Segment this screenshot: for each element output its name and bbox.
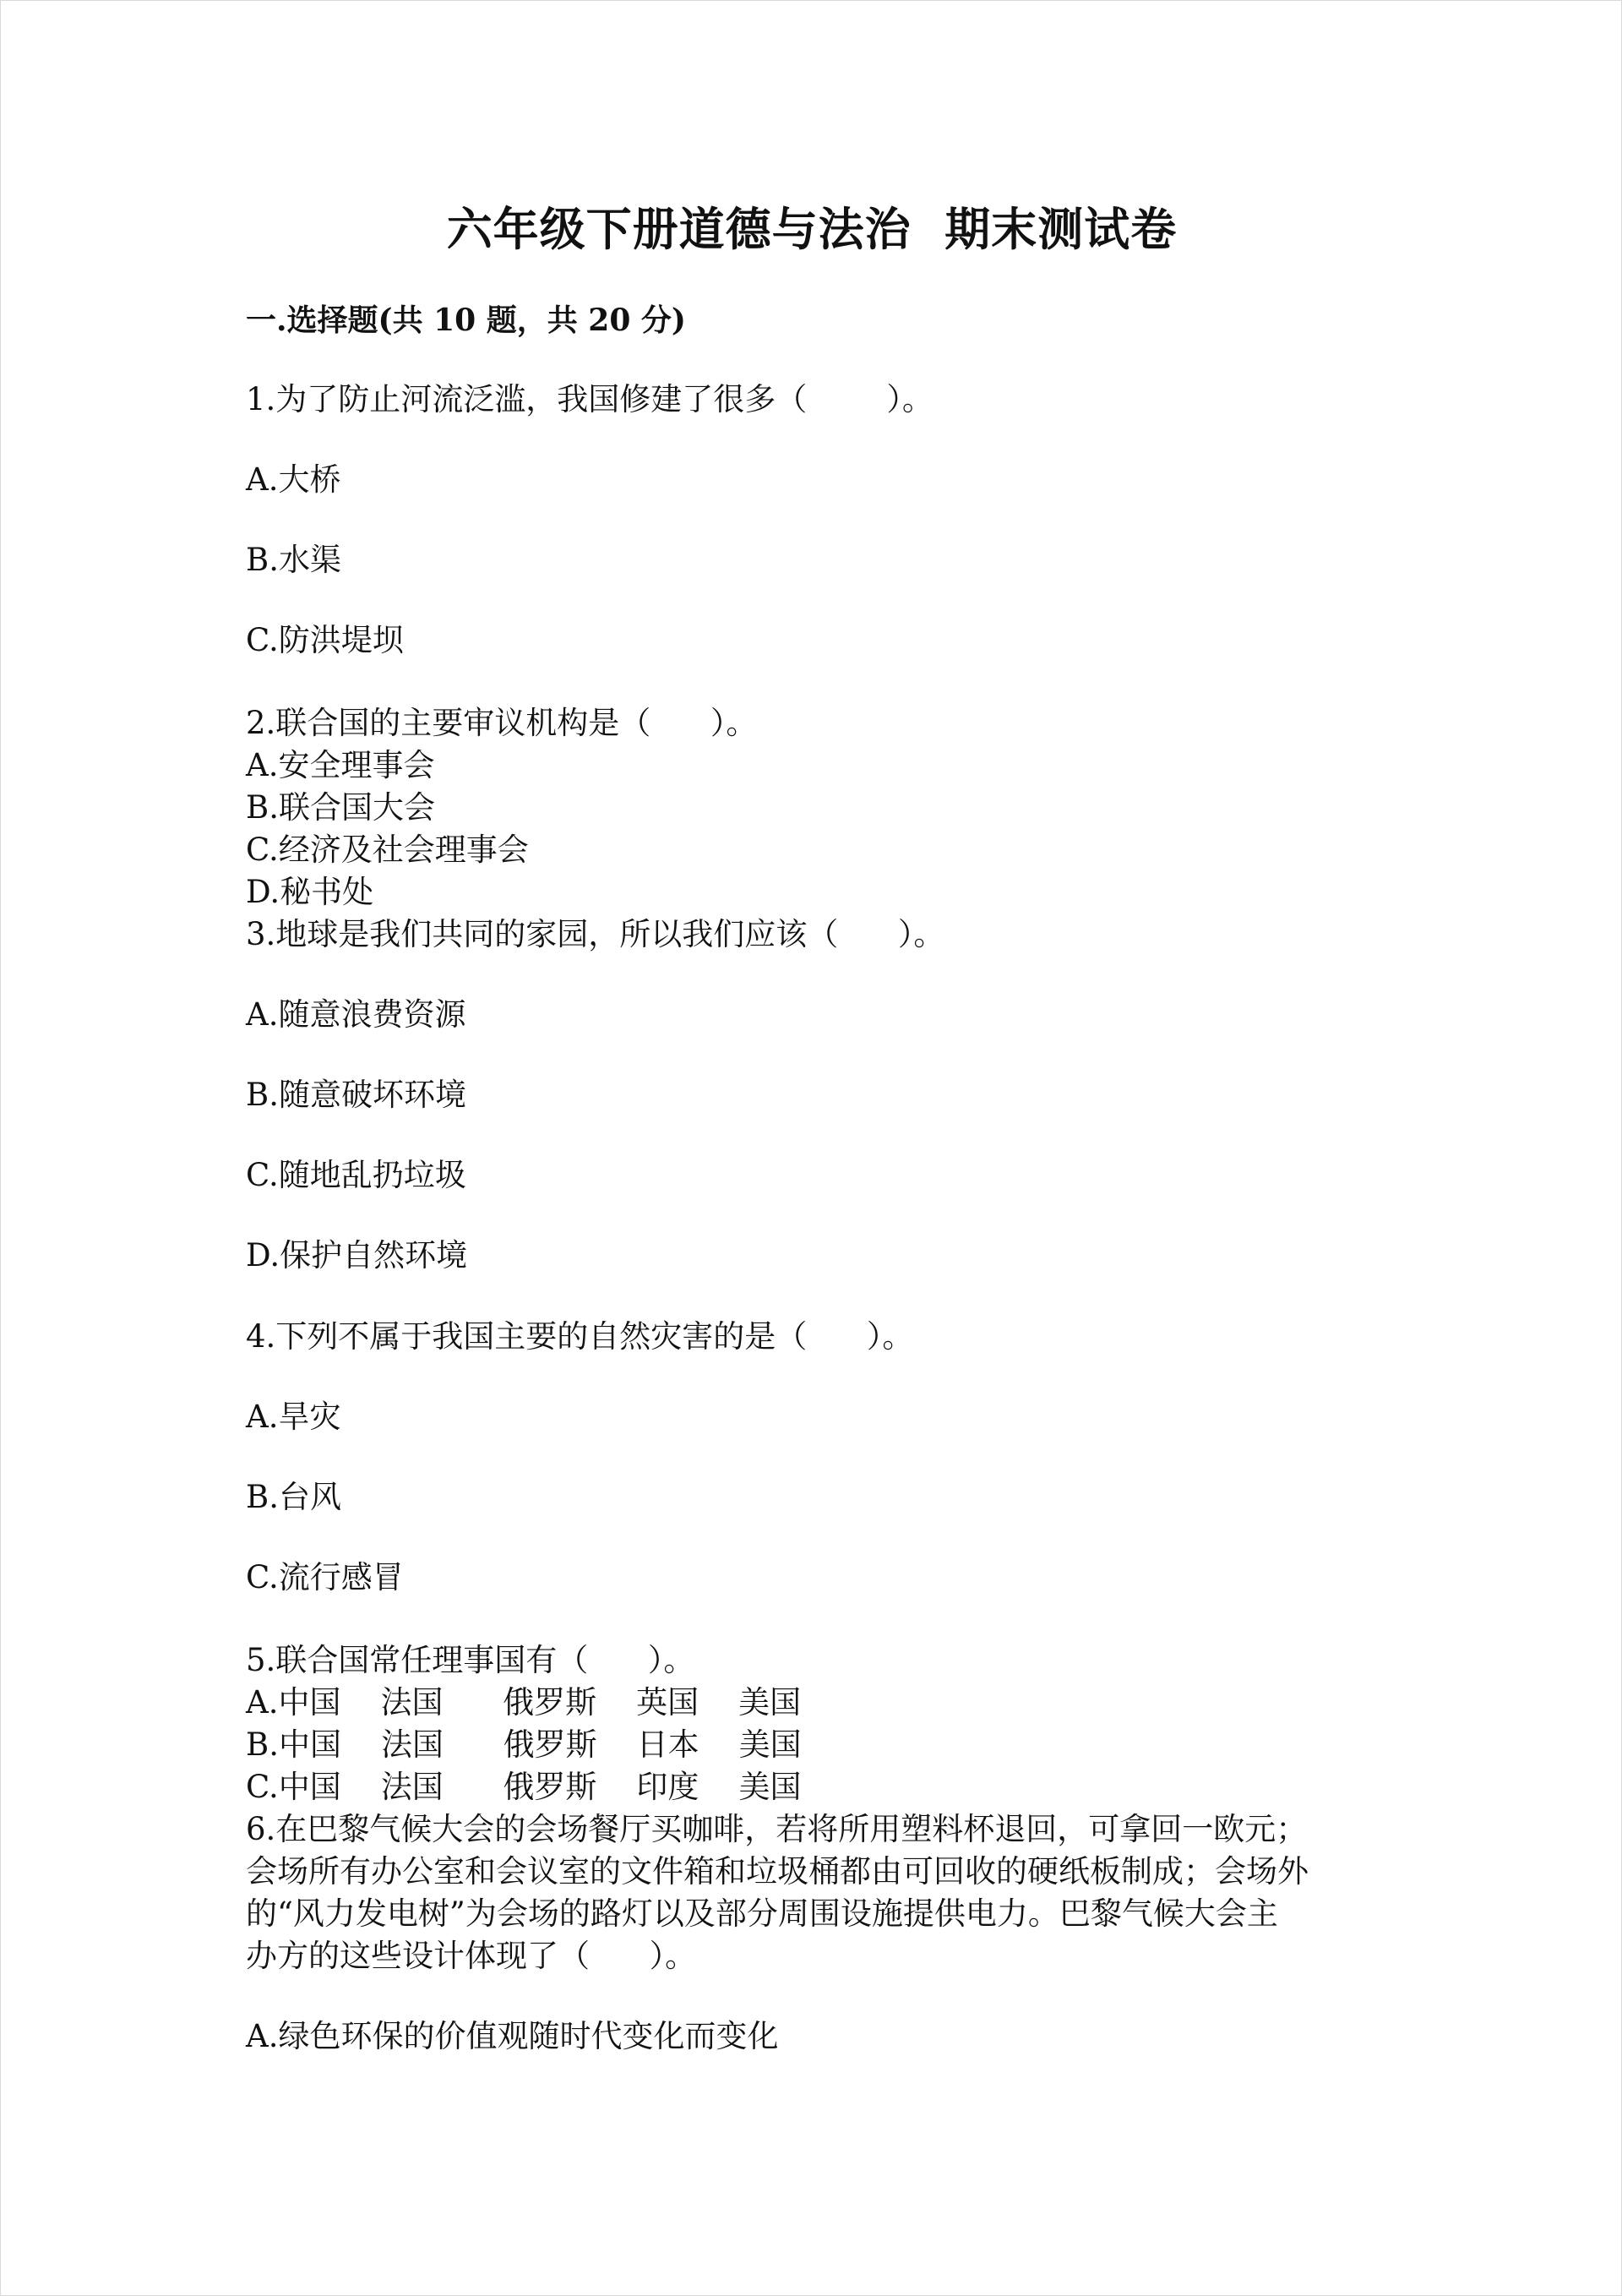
question-6-stem-line-1: 6.在巴黎气候大会的会场餐厅买咖啡，若将所用塑料杯退回，可拿回一欧元；	[246, 1811, 1308, 1847]
question-6-stem-line-3: 的“风力发电树”为会场的路灯以及部分周围设施提供电力。巴黎气候大会主	[246, 1895, 1278, 1932]
question-3-stem: 3.地球是我们共同的家园，所以我们应该（ ）。	[246, 916, 945, 952]
question-2-option-c: C.经济及社会理事会	[246, 832, 529, 868]
question-3-option-d: D.保护自然环境	[246, 1237, 468, 1273]
question-1-option-c: C.防洪堤坝	[246, 622, 404, 658]
question-1-option-b: B.水渠	[246, 542, 341, 578]
question-3-option-b: B.随意破坏环境	[246, 1077, 466, 1113]
question-5-option-a: A.中国 法国 俄罗斯 英国 美国	[246, 1684, 802, 1721]
question-5-option-b: B.中国 法国 俄罗斯 日本 美国	[246, 1726, 802, 1763]
question-2-option-d: D.秘书处	[246, 874, 374, 910]
question-6-option-a: A.绿色环保的价值观随时代变化而变化	[246, 2018, 779, 2054]
section-heading: 一.选择题(共 10 题，共 20 分)	[246, 303, 686, 338]
question-5-stem: 5.联合国常任理事国有（ ）。	[246, 1642, 695, 1678]
question-6-stem-line-4: 办方的这些设计体现了（ ）。	[246, 1938, 697, 1974]
question-4-option-a: A.旱灾	[246, 1399, 341, 1435]
question-4-option-b: B.台风	[246, 1479, 341, 1515]
question-4-stem: 4.下列不属于我国主要的自然灾害的是（ ）。	[246, 1318, 914, 1355]
question-1-option-a: A.大桥	[246, 461, 341, 498]
question-2-option-a: A.安全理事会	[246, 747, 435, 783]
page-title: 六年级下册道德与法治 期末测试卷	[446, 202, 1178, 256]
question-3-option-a: A.随意浪费资源	[246, 996, 466, 1033]
question-1-stem: 1.为了防止河流泛滥，我国修建了很多（ ）。	[246, 381, 933, 417]
question-6-stem-line-2: 会场所有办公室和会议室的文件箱和垃圾桶都由可回收的硬纸板制成；会场外	[246, 1853, 1309, 1890]
question-4-option-c: C.流行感冒	[246, 1559, 404, 1595]
question-3-option-c: C.随地乱扔垃圾	[246, 1157, 466, 1193]
question-5-option-c: C.中国 法国 俄罗斯 印度 美国	[246, 1769, 802, 1805]
question-2-option-b: B.联合国大会	[246, 789, 435, 826]
question-2-stem: 2.联合国的主要审议机构是（ ）。	[246, 705, 758, 741]
